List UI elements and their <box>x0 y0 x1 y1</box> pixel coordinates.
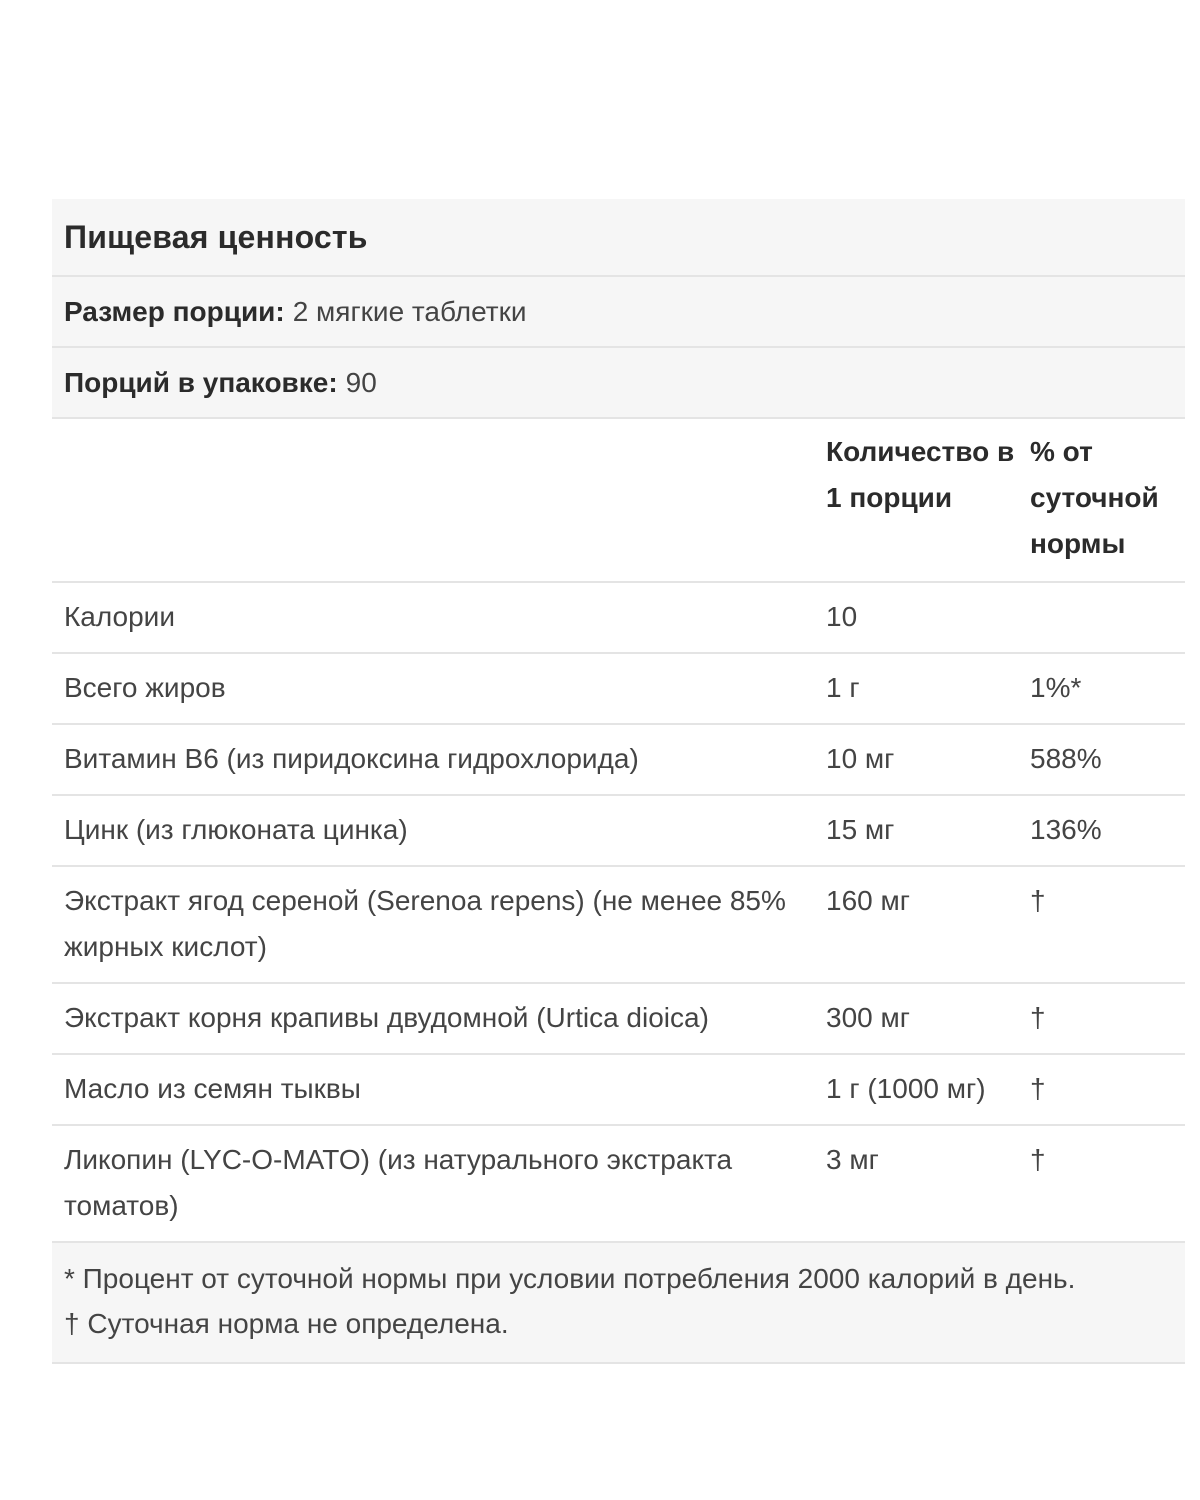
nutrient-daily-value: † <box>1018 1054 1185 1125</box>
nutrient-daily-value: 1%* <box>1018 653 1185 724</box>
servings-per-container-row <box>52 348 1185 419</box>
nutrient-daily-value: † <box>1018 866 1185 983</box>
panel-title: Пищевая ценность <box>64 218 368 255</box>
nutrient-amount: 160 мг <box>816 866 1018 983</box>
table-row <box>52 582 1185 653</box>
nutrient-daily-value: 588% <box>1018 724 1185 795</box>
amount-column-header: Количество в 1 порции <box>816 419 1018 582</box>
nutrient-name: Экстракт корня крапивы двудомной (Urtica dioica) <box>52 983 816 1054</box>
nutrient-amount: 1 г (1000 мг) <box>816 1054 1018 1125</box>
nutrient-name: Цинк (из глюконата цинка) <box>52 795 816 866</box>
nutrient-amount: 1 г <box>816 653 1018 724</box>
servings-per-container-value: 90 <box>345 366 377 398</box>
nutrient-daily-value: † <box>1018 983 1185 1054</box>
servings-per-container-label: Порций в упаковке: <box>64 366 338 398</box>
nutrient-daily-value: † <box>1018 1125 1185 1242</box>
footnotes <box>52 1243 1185 1364</box>
serving-size-row <box>52 277 1185 348</box>
daily-value-footnote: * Процент от суточной нормы при условии потребления 2000 калорий в день. <box>64 1263 1076 1294</box>
nutrient-amount: 10 мг <box>816 724 1018 795</box>
nutrient-daily-value: 136% <box>1018 795 1185 866</box>
table-row <box>52 724 1185 795</box>
table-header-row <box>52 419 1185 582</box>
table-row <box>52 795 1185 866</box>
nutrition-table <box>52 419 1185 1243</box>
nutrient-name: Всего жиров <box>52 653 816 724</box>
nutrient-amount: 3 мг <box>816 1125 1018 1242</box>
nutrient-amount: 10 <box>816 582 1018 653</box>
nutrient-name: Экстракт ягод сереной (Serenoa repens) (не менее 85% жирных кислот) <box>52 866 816 983</box>
serving-size-value: 2 мягкие таблетки <box>292 295 527 327</box>
nutrient-name: Калории <box>52 582 816 653</box>
nutrient-name: Масло из семян тыквы <box>52 1054 816 1125</box>
name-column-header <box>52 419 816 582</box>
table-row <box>52 1125 1185 1242</box>
nutrition-facts-panel <box>52 199 1185 1364</box>
title-row <box>52 199 1185 277</box>
nutrient-name: Витамин B6 (из пиридоксина гидрохлорида) <box>52 724 816 795</box>
nutrient-amount: 300 мг <box>816 983 1018 1054</box>
table-row <box>52 653 1185 724</box>
daily-value-column-header: % от суточной нормы <box>1018 419 1185 582</box>
nutrient-name: Ликопин (LYC-O-MATO) (из натурального экстракта томатов) <box>52 1125 816 1242</box>
table-row <box>52 866 1185 983</box>
nutrient-daily-value <box>1018 582 1185 653</box>
table-row <box>52 1054 1185 1125</box>
table-row <box>52 983 1185 1054</box>
nutrient-amount: 15 мг <box>816 795 1018 866</box>
not-established-footnote: † Суточная норма не определена. <box>64 1308 509 1339</box>
serving-size-label: Размер порции: <box>64 295 285 327</box>
